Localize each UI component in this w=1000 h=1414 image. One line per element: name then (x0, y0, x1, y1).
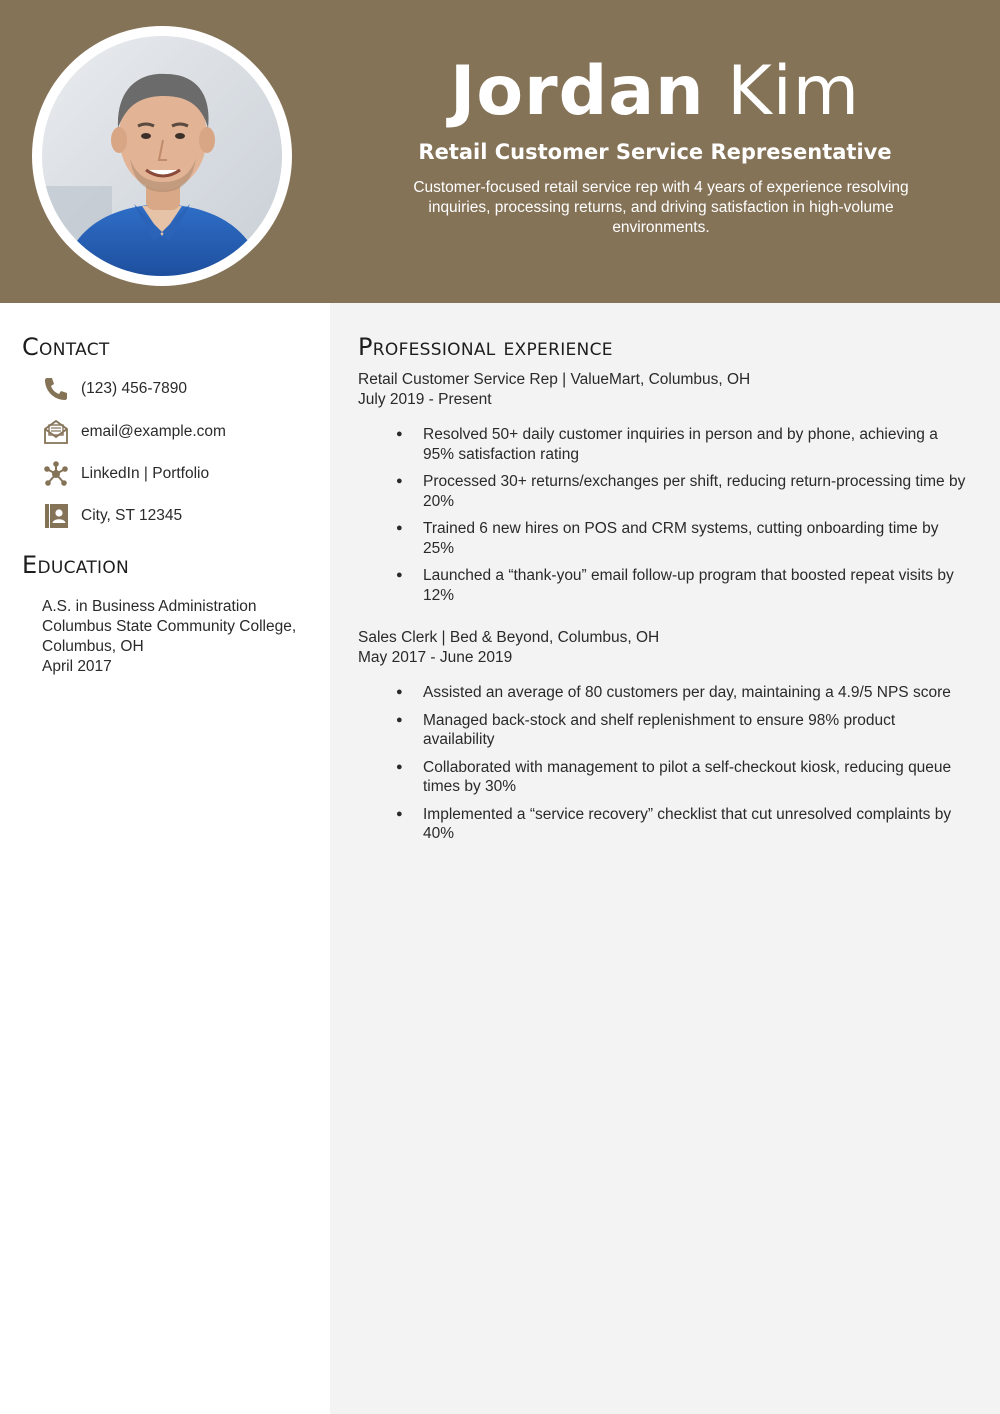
last-name: Kim (727, 52, 860, 131)
email-address: email@example.com (81, 423, 226, 440)
phone-icon (40, 373, 72, 405)
profile-photo-frame (32, 26, 292, 286)
school: Columbus State Community College, Columbus, OH (42, 618, 297, 655)
contact-heading: Contact (22, 333, 110, 361)
achievement-item: ● Launched a “thank-you” email follow-up program that boosted repeat visits by 12% (396, 566, 966, 605)
experience-heading: Professional experience (358, 333, 613, 361)
achievement-item: ● Implemented a “service recovery” checklist that cut unresolved complaints by 40% (396, 805, 966, 844)
degree: A.S. in Business Administration (42, 598, 257, 615)
phone-number: (123) 456-7890 (81, 380, 187, 397)
location: City, ST 12345 (81, 507, 183, 524)
achievement-item: ● Trained 6 new hires on POS and CRM systems, cutting onboarding time by 25% (396, 519, 966, 558)
job-role-line: Retail Customer Service Rep | ValueMart, Columbus, OH (358, 371, 751, 388)
graduation-date: April 2017 (42, 658, 112, 675)
job-entry (358, 370, 978, 613)
envelope-icon (40, 416, 72, 448)
achievement-item: ● Managed back-stock and shelf replenishment to ensure 98% product availability (396, 711, 966, 750)
first-name: Jordan (450, 52, 705, 131)
sidebar (0, 303, 330, 1414)
contact-phone (40, 373, 320, 405)
education-heading: Education (22, 551, 130, 579)
contact-links (40, 458, 320, 490)
job-entry (358, 628, 978, 852)
candidate-name (330, 52, 980, 131)
job-role-line: Sales Clerk | Bed & Beyond, Columbus, OH (358, 629, 660, 646)
profile-photo (42, 36, 282, 276)
achievement-item: ● Processed 30+ returns/exchanges per shift, reducing return-processing time by 20% (396, 472, 966, 511)
achievement-item: ● Resolved 50+ daily customer inquiries in person and by phone, achieving a 95% satisfaction rating (396, 425, 966, 464)
linkedin-portfolio-links[interactable]: LinkedIn | Portfolio (81, 465, 210, 482)
contact-location (40, 500, 320, 532)
main-content (330, 303, 1000, 1414)
achievement-item: ● Collaborated with management to pilot a self-checkout kiosk, reducing queue times by 30% (396, 758, 966, 797)
job-dates: July 2019 - Present (358, 390, 492, 408)
address-book-icon (40, 500, 72, 532)
job-achievements (396, 683, 966, 844)
profile-summary: Customer-focused retail service rep with 4 years of experience resolving inquiries, processing returns, and driving satisfaction in high-volume environments. (413, 179, 909, 236)
achievement-item: ● Assisted an average of 80 customers per day, maintaining a 4.9/5 NPS score (396, 683, 966, 703)
job-title: Retail Customer Service Representative (418, 140, 892, 164)
resume-header (0, 0, 1000, 303)
portrait-illustration (42, 36, 282, 276)
job-dates: May 2017 - June 2019 (358, 648, 513, 666)
education-entry (42, 597, 312, 677)
contact-email (40, 416, 320, 448)
job-achievements (396, 425, 966, 605)
network-icon (40, 458, 72, 490)
